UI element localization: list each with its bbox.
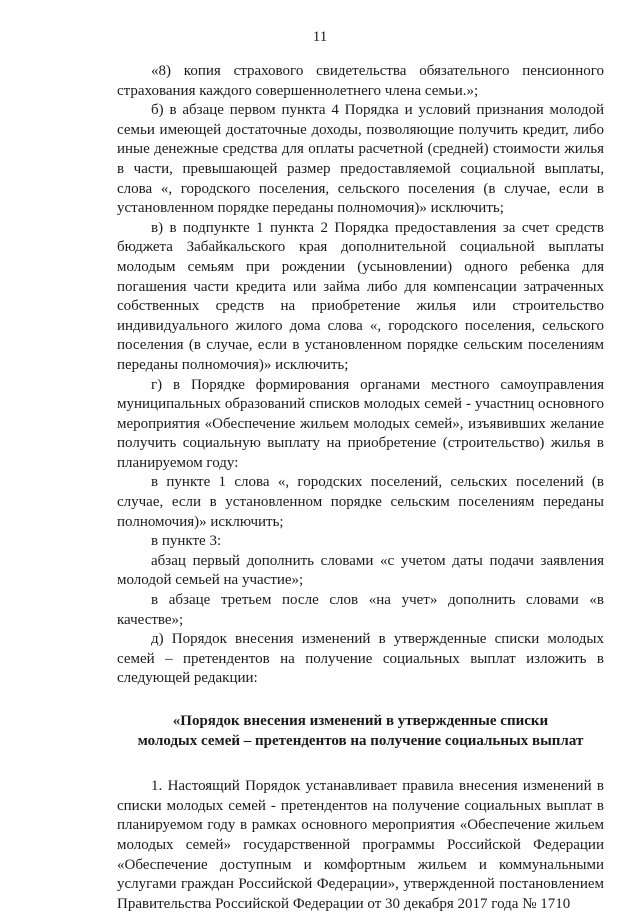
document-body — [117, 62, 604, 914]
paragraph-third-subparagraph: в абзаце третьем после слов «на учет» дополнить словами «в качестве»; — [117, 592, 604, 628]
paragraph-d-new-edition: д) Порядок внесения изменений в утвержденные списки молодых семей – претендентов на получение социальных выплат изложить в следующей редакции: — [117, 631, 604, 687]
paragraph-point-1: в пункте 1 слова «, городских поселений, сельских поселений (в случае, если в установленном порядке сельским поселениям переданы полномочия)» исключить; — [117, 474, 604, 530]
paragraph-first-subparagraph: абзац первый дополнить словами «с учетом даты подачи заявления молодой семьей на участие»; — [117, 552, 604, 589]
paragraph-section-point-1: 1. Настоящий Порядок устанавливает правила внесения изменений в списки молодых семей - претендентов на получение социальных выплат в планируемом году в рамках основного мероприятия «Обеспечение жильем молодых семей» государственной программы Российской Федерации «Обеспечение доступным и комфортным жильем и коммунальными услугами граждан Российской Федерации», утвержденной постановлением Правительства Российской Федерации от 30 декабря 2017 года № 1710 — [117, 778, 604, 912]
paragraph-item-8-copy: «8) копия страхового свидетельства обязательного пенсионного страхования каждого совершеннолетнего члена семьи.»; — [117, 63, 604, 99]
section-heading-line-1: «Порядок внесения изменений в утвержденные списки — [172, 713, 549, 729]
paragraph-point-3: в пункте 3: — [151, 533, 222, 550]
section-heading — [117, 712, 604, 751]
section-heading-line-2: молодых семей – претендентов на получение социальных выплат — [137, 732, 584, 749]
paragraph-v-additional-payment: в) в подпункте 1 пункта 2 Порядка предоставления за счет средств бюджета Забайкальского края дополнительной социальной выплаты молодым семьям при рождении (усыновлении) одного ребенка для погашения части кредита или займа либо для компенсации затраченных собственных средств на приобретение жилья или строительство индивидуального жилого дома слова «, городского поселения, сельского поселения (в случае, если в установленном порядке сельским поселениям переданы полномочия)» исключить; — [117, 219, 604, 373]
paragraph-g-lists-formation: г) в Порядке формирования органами местного самоуправления муниципальных образований списков молодых семей - участниц основного мероприятия «Обеспечение жильем молодых семей», изъявивших желание получить социальную выплату на приобретение (строительство) жилья в планируемом году: — [117, 376, 604, 471]
paragraph-b-income-rules: б) в абзаце первом пункта 4 Порядка и условий признания молодой семьи имеющей достаточные доходы, позволяющие получить кредит, либо иные денежные средства для оплаты расчетной (средней) стоимости жилья в части, превышающей размер предоставляемой социальной выплаты, слова «, городского поселения, сельского поселения (в случае, если в установленном порядке переданы полномочия)» исключить; — [117, 102, 604, 217]
page-number: 11 — [312, 29, 328, 45]
